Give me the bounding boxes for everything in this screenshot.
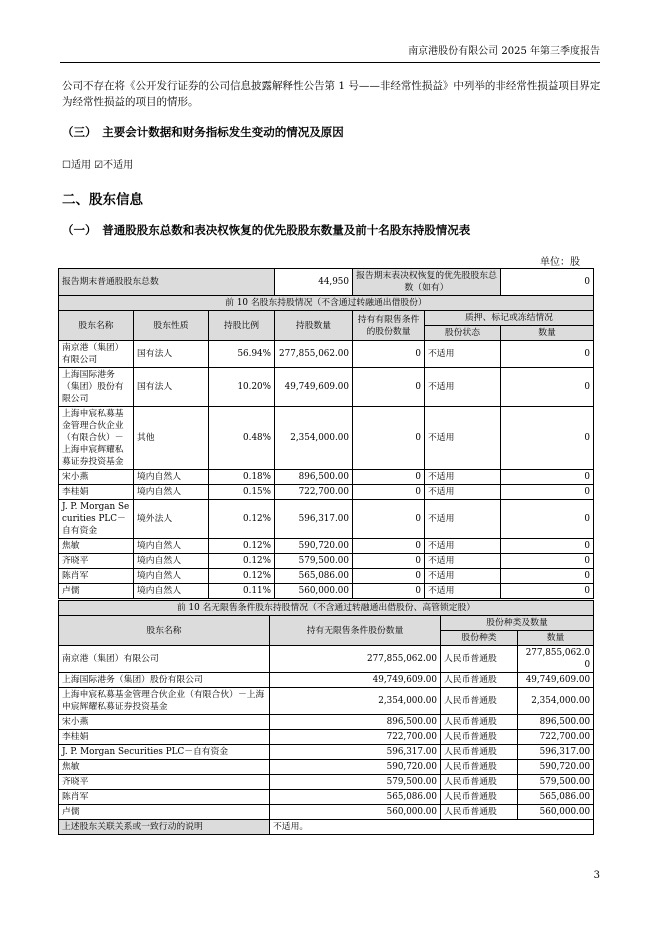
pledge-count: 0 [501,485,594,500]
total-holders-row [59,269,594,296]
shareholder-nature: 其他 [134,407,209,470]
pledge-count: 0 [501,500,594,539]
share-type: 人民币普通股 [441,790,518,805]
unrestricted-name: 上海申宸私募基金管理合伙企业（有限合伙）－上海申宸辉耀私募证券投资基金 [59,688,270,715]
unrestricted-row [59,688,594,715]
unrestricted-row [59,775,594,790]
restricted-shares: 0 [353,341,425,368]
shareholding-qty: 49,749,609.00 [275,368,353,407]
unrestricted-qty: 565,086.00 [270,790,441,805]
col2-header-type-group: 股份种类及数量 [441,616,594,631]
unrestricted-name: 卢儒 [59,805,270,820]
share-count: 2,354,000.00 [518,688,594,715]
shareholding-ratio: 0.48% [209,407,275,470]
pledge-status: 不适用 [425,368,501,407]
shareholder-row [59,485,594,500]
pledge-status: 不适用 [425,569,501,584]
shareholder-row [59,470,594,485]
col2-header-count: 数量 [518,631,594,646]
unrestricted-row [59,760,594,775]
pledge-status: 不适用 [425,584,501,599]
shareholding-ratio: 0.12% [209,500,275,539]
restricted-shares: 0 [353,569,425,584]
shareholder-name: 上海申宸私募基金管理合伙企业（有限合伙）－上海申宸辉耀私募证券投资基金 [59,407,134,470]
shareholding-ratio: 0.12% [209,554,275,569]
unrestricted-qty: 596,317.00 [270,745,441,760]
unrestricted-name: 上海国际港务（集团）股份有限公司 [59,673,270,688]
unrestricted-qty: 896,500.00 [270,715,441,730]
col-header-count: 数量 [501,326,594,341]
pref-holders-label: 报告期末表决权恢复的优先股股东总数（如有） [353,269,501,296]
col-header-status: 股份状态 [425,326,501,341]
unrestricted-qty: 277,855,062.00 [270,646,441,673]
shareholding-qty: 560,000.00 [275,584,353,599]
share-type: 人民币普通股 [441,775,518,790]
col-header-name: 股东名称 [59,311,134,341]
unrestricted-name: 焦敏 [59,760,270,775]
shareholder-nature: 境内自然人 [134,584,209,599]
shareholder-nature: 境内自然人 [134,470,209,485]
shareholder-row [59,341,594,368]
restricted-shares: 0 [353,485,425,500]
shareholder-name: 焦敏 [59,539,134,554]
pledge-status: 不适用 [425,485,501,500]
shareholding-ratio: 10.20% [209,368,275,407]
shareholder-name: 李桂娟 [59,485,134,500]
pledge-status: 不适用 [425,554,501,569]
share-count: 896,500.00 [518,715,594,730]
share-type: 人民币普通股 [441,730,518,745]
shareholding-qty: 579,500.00 [275,554,353,569]
pledge-count: 0 [501,569,594,584]
shareholder-row [59,584,594,599]
unrestricted-name: 南京港（集团）有限公司 [59,646,270,673]
shareholder-name: 卢儒 [59,584,134,599]
restricted-shares: 0 [353,407,425,470]
pledge-count: 0 [501,368,594,407]
unrestricted-row [59,805,594,820]
shareholding-ratio: 0.11% [209,584,275,599]
intro-paragraph: 公司不存在将《公开发行证券的公司信息披露解释性公告第 1 号——非经常性损益》中列举的非经常性损益项目界定为经常性损益的项目的情形。 [62,80,601,108]
unrestricted-title: 前 10 名无限售条件股东持股情况（不含通过转融通出借股份、高管锁定股） [59,601,594,616]
pledge-status: 不适用 [425,539,501,554]
share-count: 277,855,062.00 [518,646,594,673]
pledge-count: 0 [501,539,594,554]
shareholder-row [59,407,594,470]
shareholder-name: J. P. Morgan Securities PLC－自有资金 [59,500,134,539]
share-type: 人民币普通股 [441,646,518,673]
shareholder-row [59,554,594,569]
related-parties-row [59,820,594,835]
share-type: 人民币普通股 [441,760,518,775]
related-parties-label: 上述股东关联关系或一致行动的说明 [59,820,270,835]
page-header: 南京港股份有限公司 2025 年第三季度报告 [60,44,600,63]
share-count: 565,086.00 [518,790,594,805]
shareholder-name: 南京港（集团）有限公司 [59,341,134,368]
col-header-ratio: 持股比例 [209,311,275,341]
restricted-shares: 0 [353,539,425,554]
pledge-status: 不适用 [425,470,501,485]
shareholder-nature: 境外法人 [134,500,209,539]
pledge-status: 不适用 [425,341,501,368]
pledge-count: 0 [501,341,594,368]
pref-holders-value: 0 [501,269,594,296]
shareholder-name: 宋小燕 [59,470,134,485]
shareholder-nature: 境内自然人 [134,485,209,500]
unrestricted-name: 齐晓平 [59,775,270,790]
section3-title: （三） 主要会计数据和财务指标发生变动的情况及原因 [62,125,344,139]
shareholding-qty: 565,086.00 [275,569,353,584]
pledge-count: 0 [501,407,594,470]
unrestricted-row [59,745,594,760]
shareholder-row [59,539,594,554]
unrestricted-row [59,715,594,730]
pledge-status: 不适用 [425,407,501,470]
shareholding-ratio: 0.18% [209,470,275,485]
unrestricted-row [59,673,594,688]
shareholder-nature: 境内自然人 [134,554,209,569]
pledge-status: 不适用 [425,500,501,539]
unit-label: 单位：股 [540,257,580,268]
related-parties-value: 不适用。 [270,820,594,835]
restricted-shares: 0 [353,554,425,569]
col-header-nature: 股东性质 [134,311,209,341]
shareholding-qty: 722,700.00 [275,485,353,500]
restricted-shares: 0 [353,470,425,485]
applicability-checkbox-line: ☐适用 ☑不适用 [62,160,134,171]
shareholder-name: 上海国际港务（集团）股份有限公司 [59,368,134,407]
col2-header-qty: 持有无限售条件股份数量 [270,616,441,646]
unrestricted-qty: 579,500.00 [270,775,441,790]
shareholder-row [59,500,594,539]
pledge-count: 0 [501,470,594,485]
col-header-qty: 持股数量 [275,311,353,341]
col2-header-name: 股东名称 [59,616,270,646]
share-count: 49,749,609.00 [518,673,594,688]
share-count: 722,700.00 [518,730,594,745]
unrestricted-row [59,730,594,745]
shareholding-ratio: 0.15% [209,485,275,500]
unrestricted-qty: 722,700.00 [270,730,441,745]
shareholding-ratio: 56.94% [209,341,275,368]
shareholder-nature: 境内自然人 [134,539,209,554]
share-type: 人民币普通股 [441,673,518,688]
shareholding-qty: 277,855,062.00 [275,341,353,368]
top10-title: 前 10 名股东持股情况（不含通过转融通出借股份） [59,296,594,311]
unrestricted-row [59,790,594,805]
shareholding-ratio: 0.12% [209,539,275,554]
shareholding-ratio: 0.12% [209,569,275,584]
shareholding-qty: 596,317.00 [275,500,353,539]
share-type: 人民币普通股 [441,715,518,730]
shareholder-name: 齐晓平 [59,554,134,569]
unrestricted-qty: 2,354,000.00 [270,688,441,715]
total-holders-label: 报告期末普通股股东总数 [59,269,275,296]
unrestricted-qty: 590,720.00 [270,760,441,775]
share-type: 人民币普通股 [441,805,518,820]
total-holders-value: 44,950 [275,269,353,296]
col-header-restricted: 持有有限售条件的股份数量 [353,311,425,341]
section2-title: 二、股东信息 [62,192,143,208]
top10-unrestricted-table [58,600,594,835]
restricted-shares: 0 [353,368,425,407]
shareholder-name: 陈肖军 [59,569,134,584]
shareholding-qty: 2,354,000.00 [275,407,353,470]
unrestricted-row [59,646,594,673]
shareholding-qty: 896,500.00 [275,470,353,485]
unrestricted-name: 宋小燕 [59,715,270,730]
share-count: 590,720.00 [518,760,594,775]
shareholder-nature: 国有法人 [134,368,209,407]
share-count: 579,500.00 [518,775,594,790]
unrestricted-name: J. P. Morgan Securities PLC－自有资金 [59,745,270,760]
shareholder-row [59,569,594,584]
restricted-shares: 0 [353,584,425,599]
unrestricted-name: 陈肖军 [59,790,270,805]
share-count: 560,000.00 [518,805,594,820]
page-number: 3 [593,870,600,881]
unrestricted-qty: 560,000.00 [270,805,441,820]
shareholder-nature: 境内自然人 [134,569,209,584]
unrestricted-qty: 49,749,609.00 [270,673,441,688]
pledge-count: 0 [501,584,594,599]
share-type: 人民币普通股 [441,688,518,715]
top10-shareholders-table [58,268,594,599]
col2-header-type: 股份种类 [441,631,518,646]
shareholding-qty: 590,720.00 [275,539,353,554]
share-count: 596,317.00 [518,745,594,760]
col-header-pledge: 质押、标记或冻结情况 [425,311,594,326]
share-type: 人民币普通股 [441,745,518,760]
shareholder-row [59,368,594,407]
shareholder-nature: 国有法人 [134,341,209,368]
pledge-count: 0 [501,554,594,569]
restricted-shares: 0 [353,500,425,539]
sub1-title: （一） 普通股股东总数和表决权恢复的优先股股东数量及前十名股东持股情况表 [62,223,471,237]
unrestricted-name: 李桂娟 [59,730,270,745]
